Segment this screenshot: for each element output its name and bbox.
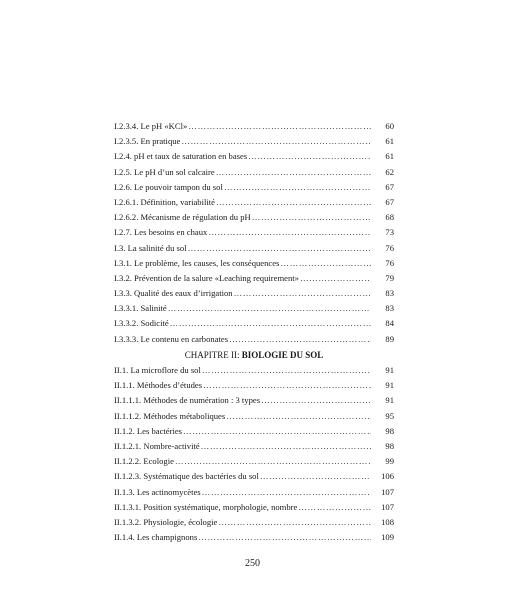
toc-entry-page: 61: [385, 151, 394, 162]
toc-entry-page: 91: [385, 380, 394, 391]
toc-entry-page: 84: [385, 318, 394, 329]
toc-entry-page: 83: [385, 303, 394, 314]
toc-entry: [114, 454, 394, 469]
dot-leader: [224, 180, 371, 195]
toc-entry: [114, 195, 394, 210]
dot-leader: [260, 469, 371, 484]
toc-entry-page: 106: [381, 471, 394, 482]
toc-entry-page: 62: [385, 166, 394, 177]
dot-leader: [226, 409, 371, 424]
toc-entry-label: II.1.3.2. Physiologie, écologie: [114, 516, 218, 527]
toc-entry-label: II.1.2.2. Ecologie: [114, 456, 174, 467]
dot-leader: [229, 332, 371, 347]
dot-leader: [188, 119, 371, 134]
toc-entry-label: II.1.2. Les bactéries: [114, 425, 183, 436]
toc-entry-label: I.3.3.2. Sodicité: [114, 318, 169, 329]
toc-entry-page: 91: [385, 395, 394, 406]
toc-entry-label: II.1.1. Méthodes d’études: [114, 380, 203, 391]
toc-entry: [114, 515, 394, 530]
toc-entry: [114, 439, 394, 454]
toc-entry-label: I.2.6.1. Définition, variabilité: [114, 196, 215, 207]
toc-entry: [114, 316, 394, 331]
dot-leader: [252, 210, 371, 225]
toc-entry-label: I.3.1. Le problème, les causes, les conséquences: [114, 257, 280, 268]
toc-entry: [114, 378, 394, 393]
dot-leader: [198, 530, 371, 545]
toc-entry: [114, 393, 394, 408]
dot-leader: [202, 363, 371, 378]
chapter-title: BIOLOGIE DU SOL: [241, 349, 324, 360]
toc-entry-label: I.2.3.4. Le pH «KCl»: [114, 121, 188, 131]
toc-entry-page: 108: [381, 516, 394, 527]
toc-entry-label: I.2.3.5. En pratique: [114, 136, 181, 147]
toc-entry-page: 73: [385, 227, 394, 238]
toc-entry-label: II.1.1.2. Méthodes métaboliques: [114, 410, 226, 421]
toc-entry: [114, 530, 394, 545]
chapter-prefix: CHAPITRE II:: [184, 349, 242, 360]
dot-leader: [300, 271, 371, 286]
toc-entry: [114, 256, 394, 271]
toc-entry-label: II.1.2.3. Systématique des bactéries du sol: [114, 471, 259, 482]
dot-leader: [201, 439, 371, 454]
toc-entry: [114, 500, 394, 515]
toc-entry: [114, 149, 394, 164]
toc-entry-page: 91: [385, 365, 394, 375]
toc-entry-label: I.3.2. Prévention de la salure «Leaching requirement»: [114, 272, 299, 283]
toc-entry: [114, 210, 394, 225]
toc-entry-page: 98: [385, 425, 394, 436]
dot-leader: [175, 454, 371, 469]
toc-entry-label: I.2.7. Les besoins en chaux: [114, 227, 208, 238]
dot-leader: [183, 424, 371, 439]
toc-entry: [114, 180, 394, 195]
toc-entry-page: 98: [385, 440, 394, 451]
dot-leader: [181, 134, 371, 149]
toc-entry-label: II.1.3.1. Position systématique, morphologie, nombre: [114, 501, 298, 512]
toc-entry-page: 107: [381, 486, 394, 497]
toc-entry: [114, 332, 394, 347]
toc-entry-page: 68: [385, 212, 394, 223]
dot-leader: [216, 195, 371, 210]
dot-leader: [203, 378, 371, 393]
page-number: 250: [245, 558, 260, 569]
toc-entry-label: II.1. La microflore du sol: [114, 365, 201, 375]
chapter-heading: [114, 348, 394, 363]
toc-entry: [114, 409, 394, 424]
toc-section-two: [114, 363, 394, 545]
toc-entry-page: 107: [381, 501, 394, 512]
toc-entry-page: 99: [385, 456, 394, 467]
toc-entry-page: 83: [385, 288, 394, 299]
dot-leader: [170, 316, 371, 331]
toc-entry-label: I.2.5. Le pH d’un sol calcaire: [114, 166, 215, 177]
toc-entry-label: II.1.4. Les champignons: [114, 532, 198, 543]
toc-entry-page: 67: [385, 196, 394, 207]
toc-entry: [114, 363, 394, 378]
toc-entry: [114, 119, 394, 134]
toc-entry: [114, 301, 394, 316]
toc-entry-page: 89: [385, 333, 394, 344]
dot-leader: [216, 165, 371, 180]
dot-leader: [234, 286, 371, 301]
toc-entry-label: II.1.2.1. Nombre-activité: [114, 440, 200, 451]
dot-leader: [188, 241, 371, 256]
toc-entry: [114, 225, 394, 240]
toc-entry: [114, 485, 394, 500]
toc-section-one: [114, 119, 394, 347]
toc-entry-label: I.3.3.1. Salinité: [114, 303, 167, 314]
toc-entry-page: 67: [385, 181, 394, 192]
toc-entry-label: II.1.1.1. Méthodes de numération : 3 types: [114, 395, 261, 406]
dot-leader: [202, 485, 371, 500]
table-of-contents: [114, 119, 394, 545]
toc-entry: [114, 469, 394, 484]
toc-entry: [114, 134, 394, 149]
toc-entry-page: 79: [385, 272, 394, 283]
dot-leader: [248, 149, 371, 164]
toc-entry-label: I.3.3. Qualité des eaux d’irrigation: [114, 288, 233, 299]
dot-leader: [218, 515, 371, 530]
dot-leader: [280, 256, 371, 271]
toc-entry: [114, 271, 394, 286]
dot-leader: [261, 393, 371, 408]
toc-entry-label: I.2.6.2. Mécanisme de régulation du pH: [114, 212, 251, 223]
toc-entry-label: I.2.6. Le pouvoir tampon du sol: [114, 181, 223, 192]
toc-entry: [114, 241, 394, 256]
toc-entry: [114, 424, 394, 439]
dot-leader: [208, 225, 371, 240]
toc-entry-page: 109: [381, 532, 394, 543]
toc-entry-label: II.1.3. Les actinomycètes: [114, 486, 201, 497]
toc-entry: [114, 286, 394, 301]
dot-leader: [298, 500, 371, 515]
toc-entry-page: 61: [385, 136, 394, 147]
toc-entry: [114, 165, 394, 180]
toc-entry-label: I.2.4. pH et taux de saturation en bases: [114, 151, 248, 162]
toc-entry-page: 76: [385, 242, 394, 253]
toc-entry-page: 76: [385, 257, 394, 268]
dot-leader: [168, 301, 371, 316]
toc-entry-page: 60: [385, 121, 394, 131]
toc-entry-label: I.3.3.3. Le contenu en carbonates: [114, 333, 229, 344]
toc-entry-label: I.3. La salinité du sol: [114, 242, 187, 253]
toc-entry-page: 95: [385, 410, 394, 421]
